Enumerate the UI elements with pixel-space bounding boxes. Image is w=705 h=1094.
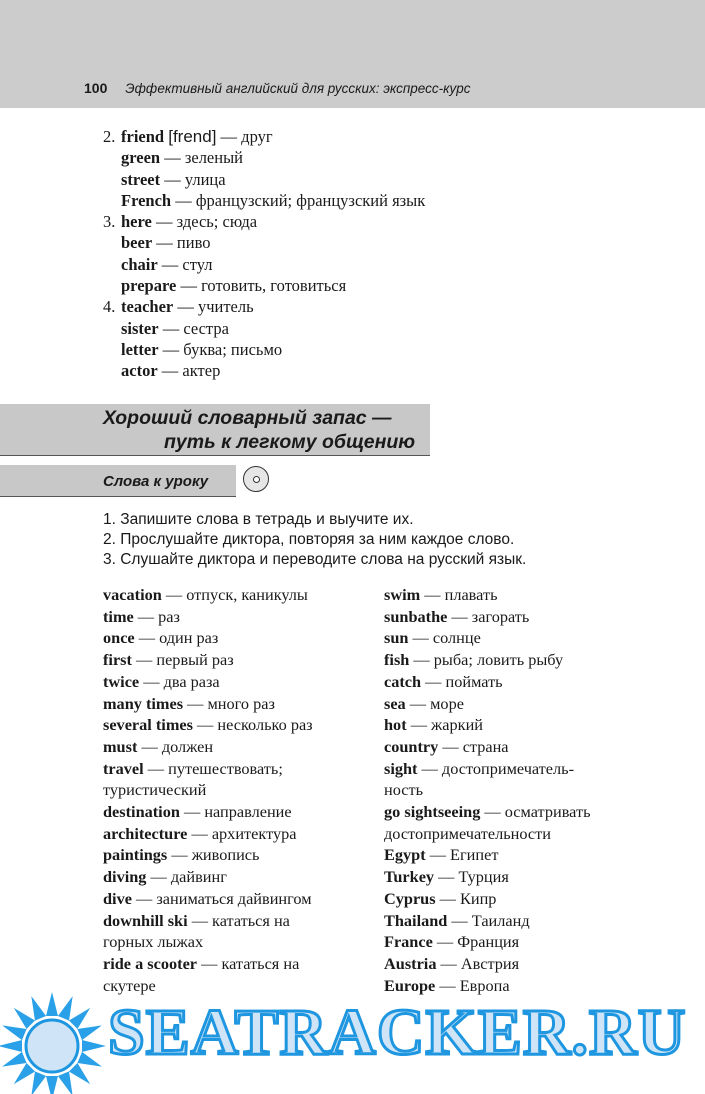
word-entry: [384, 671, 674, 693]
word-entry: [103, 888, 393, 910]
word-term: Europe: [384, 975, 436, 995]
vocab-entry: [103, 211, 425, 232]
word-translation: — архитектура: [187, 823, 297, 843]
entry-translation: — зеленый: [160, 148, 244, 168]
word-entry: [103, 779, 393, 801]
entry-number: 3.: [103, 212, 116, 232]
word-translation: — направление: [179, 802, 292, 822]
word-term: dive: [103, 888, 132, 908]
word-term: once: [103, 628, 135, 648]
entry-word: sister: [121, 318, 159, 338]
entry-word: friend: [121, 127, 165, 146]
word-term: architecture: [103, 823, 188, 843]
word-translation: — отпуск, каникулы: [161, 585, 308, 604]
word-translation: достопримечательности: [384, 823, 551, 843]
word-translation: — жаркий: [406, 715, 483, 735]
word-entry: [103, 693, 393, 715]
cd-icon[interactable]: [243, 466, 269, 492]
entry-translation: — пиво: [152, 233, 211, 253]
word-entry: [384, 606, 674, 628]
word-translation: — Египет: [425, 845, 499, 865]
word-entry: [384, 844, 674, 866]
vocab-entry: [103, 318, 425, 339]
word-term: hot: [384, 715, 407, 735]
entry-translation: — учитель: [173, 297, 254, 317]
word-column-left: [103, 584, 393, 996]
word-term: twice: [103, 671, 140, 691]
entry-translation: — актер: [157, 361, 221, 381]
entry-translation: — друг: [216, 127, 273, 146]
word-term: diving: [103, 867, 147, 887]
word-entry: [384, 584, 674, 606]
word-term: vacation: [103, 585, 162, 604]
word-term: must: [103, 736, 138, 756]
word-entry: [384, 779, 674, 801]
word-entry: [103, 584, 393, 606]
word-term: catch: [384, 671, 422, 691]
word-entry: [103, 844, 393, 866]
entry-word: here: [121, 212, 152, 232]
word-term: France: [384, 932, 433, 952]
word-entry: [384, 736, 674, 758]
word-translation: — Европа: [435, 975, 510, 995]
book-title: Эффективный английский для русских: экспресс-курс: [125, 81, 471, 96]
vocab-entry: [103, 360, 425, 381]
word-term: Turkey: [384, 867, 435, 887]
word-term: paintings: [103, 845, 168, 865]
word-term: sight: [384, 758, 418, 778]
word-translation: скутере: [103, 975, 156, 995]
entry-word: teacher: [121, 297, 174, 317]
word-translation: — Австрия: [436, 953, 520, 973]
word-translation: — солнце: [408, 628, 481, 648]
entry-word: letter: [121, 339, 159, 359]
entry-word: chair: [121, 254, 158, 274]
word-term: fish: [384, 650, 410, 670]
word-translation: — заниматься дайвингом: [131, 888, 312, 908]
word-term: Austria: [384, 953, 437, 973]
word-translation: туристический: [103, 780, 207, 800]
word-translation: — дайвинг: [146, 867, 227, 887]
subsection-title: Слова к уроку: [103, 473, 209, 490]
entry-translation: — сестра: [158, 318, 229, 338]
word-translation: — два раза: [139, 671, 220, 691]
word-entry: [384, 953, 674, 975]
instruction-item: 1. Запишите слова в тетрадь и выучите их.: [103, 511, 414, 528]
word-term: downhill ski: [103, 910, 188, 930]
word-entry: [384, 758, 674, 780]
entry-translation: — стул: [157, 254, 213, 274]
entry-number: 4.: [103, 297, 116, 317]
word-translation: — страна: [438, 736, 509, 756]
word-entry: [103, 714, 393, 736]
entry-word: beer: [121, 233, 153, 253]
word-entry: [103, 627, 393, 649]
vocab-entry: [103, 254, 425, 275]
word-translation: — Кипр: [435, 888, 497, 908]
vocab-entry: [103, 296, 425, 317]
word-column-right: [384, 584, 674, 996]
word-term: destination: [103, 802, 180, 822]
vocab-list: [103, 126, 425, 382]
word-translation: — осматривать: [480, 802, 591, 822]
word-term: time: [103, 606, 134, 626]
word-term: several times: [103, 715, 193, 735]
word-entry: [103, 649, 393, 671]
word-term: go sightseeing: [384, 802, 481, 822]
word-term: swim: [384, 585, 421, 604]
vocab-entry: [103, 232, 425, 253]
word-entry: [384, 931, 674, 953]
entry-translation: — здесь; сюда: [151, 212, 258, 232]
word-translation: — раз: [133, 606, 180, 626]
word-translation: — Таиланд: [447, 910, 530, 930]
word-translation: — должен: [137, 736, 214, 756]
word-term: country: [384, 736, 439, 756]
word-translation: ность: [384, 780, 424, 800]
word-translation: — загорать: [447, 606, 530, 626]
word-translation: — много раз: [183, 693, 275, 713]
word-entry: [103, 823, 393, 845]
instruction-item: 3. Слушайте диктора и переводите слова на русский язык.: [103, 551, 527, 568]
vocab-entry: [103, 275, 425, 296]
word-entry: [103, 953, 393, 975]
word-entry: [384, 823, 674, 845]
word-translation: — поймать: [421, 671, 503, 691]
word-entry: [103, 758, 393, 780]
entry-word: actor: [121, 361, 158, 381]
word-term: sunbathe: [384, 606, 448, 626]
entry-translation: — буква; письмо: [158, 339, 283, 359]
instructions: [103, 510, 526, 570]
entry-word: French: [121, 190, 172, 210]
word-translation: — Турция: [434, 867, 509, 887]
instruction-item: 2. Прослушайте диктора, повторяя за ним каждое слово.: [103, 531, 515, 548]
word-entry: [384, 801, 674, 823]
word-entry: [384, 888, 674, 910]
word-entry: [384, 910, 674, 932]
word-translation: — море: [405, 693, 464, 713]
word-term: many times: [103, 693, 184, 713]
word-entry: [384, 649, 674, 671]
word-entry: [384, 627, 674, 649]
word-entry: [103, 671, 393, 693]
page-number: 100: [84, 80, 108, 96]
word-translation: — живопись: [167, 845, 260, 865]
word-translation: горных лыжах: [103, 932, 204, 952]
word-term: sea: [384, 693, 406, 713]
entry-word: street: [121, 169, 161, 189]
word-entry: [103, 736, 393, 758]
entry-translation: — улица: [160, 169, 226, 189]
vocab-entry: [103, 169, 425, 190]
word-entry: [103, 801, 393, 823]
word-entry: [103, 866, 393, 888]
word-translation: — кататься на: [197, 953, 300, 973]
entry-word: prepare: [121, 276, 177, 296]
word-entry: [103, 931, 393, 953]
cd-hole: [253, 476, 260, 483]
word-translation: — один раз: [134, 628, 219, 648]
word-translation: — путешествовать;: [143, 758, 283, 778]
section-title-line2: путь к легкому общению: [164, 431, 416, 453]
word-translation: — кататься на: [187, 910, 290, 930]
section-title-line1: Хороший словарный запас —: [103, 407, 392, 429]
entry-transcription: [frend]: [168, 127, 217, 146]
word-term: sun: [384, 628, 409, 648]
word-translation: — достопримечатель-: [417, 758, 575, 778]
word-translation: — первый раз: [131, 650, 234, 670]
word-term: Cyprus: [384, 888, 436, 908]
vocab-entry: [103, 147, 425, 168]
vocab-entry: [103, 190, 425, 211]
word-term: first: [103, 650, 132, 670]
word-term: Egypt: [384, 845, 426, 865]
word-term: travel: [103, 758, 144, 778]
word-translation: — рыба; ловить рыбу: [409, 650, 564, 670]
running-header: [84, 80, 471, 96]
word-term: Thailand: [384, 910, 448, 930]
word-term: ride a scooter: [103, 953, 198, 973]
word-entry: [103, 910, 393, 932]
entry-number: 2.: [103, 127, 116, 146]
word-entry: [384, 866, 674, 888]
word-translation: — плавать: [420, 585, 498, 604]
watermark-text: SEATRACKER.RU: [108, 996, 687, 1069]
word-entry: [103, 606, 393, 628]
entry-translation: — французский; французский язык: [171, 190, 426, 210]
vocab-entry: [103, 339, 425, 360]
word-entry: [384, 714, 674, 736]
entry-translation: — готовить, готовиться: [176, 276, 347, 296]
word-entry: [384, 693, 674, 715]
entry-word: green: [121, 148, 161, 168]
word-translation: — Франция: [432, 932, 520, 952]
word-translation: — несколько раз: [192, 715, 313, 735]
vocab-entry: [103, 126, 425, 147]
